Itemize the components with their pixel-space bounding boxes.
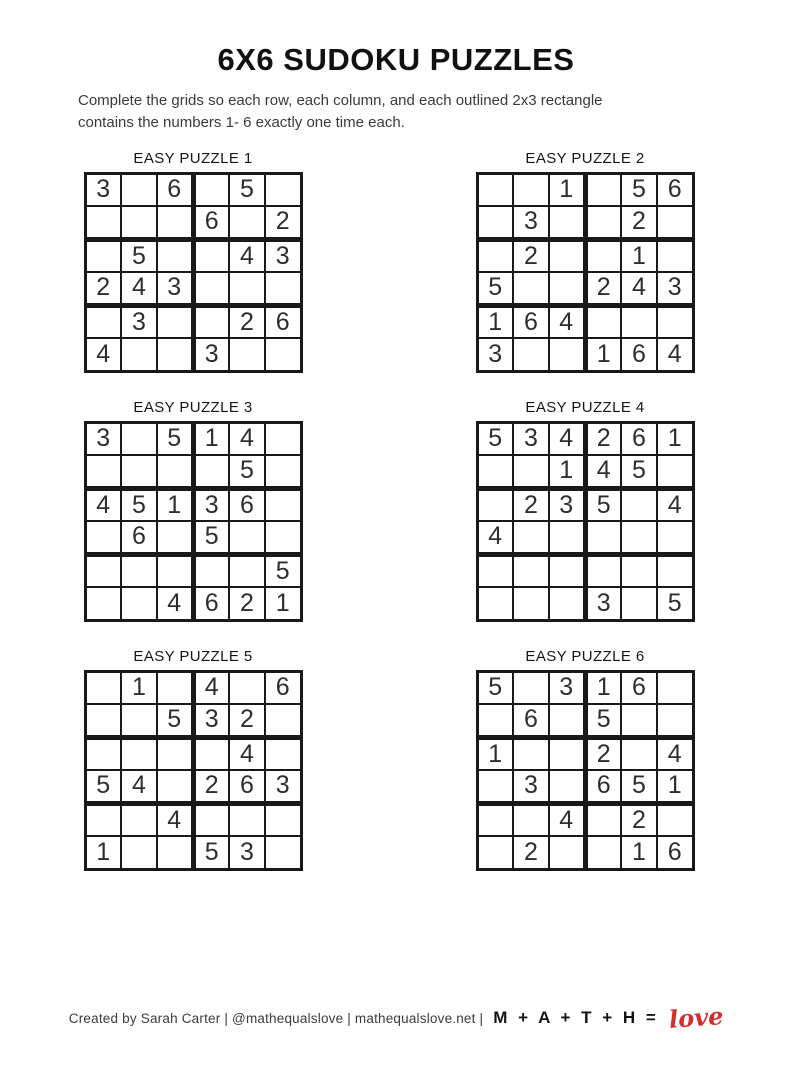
sudoku-cell-empty	[85, 239, 121, 272]
sudoku-cell-given: 4	[85, 338, 121, 371]
sudoku-cell-empty	[265, 455, 301, 488]
puzzles-grid	[78, 150, 792, 871]
sudoku-cell-empty	[229, 521, 265, 554]
sudoku-cell-given: 4	[621, 272, 657, 305]
sudoku-cell-given: 5	[85, 770, 121, 803]
sudoku-cell-given: 3	[157, 272, 193, 305]
grid-row	[477, 338, 693, 371]
sudoku-cell-given: 5	[157, 704, 193, 737]
sudoku-cell-empty	[585, 554, 621, 587]
sudoku-cell-empty	[121, 455, 157, 488]
sudoku-cell-empty	[157, 737, 193, 770]
sudoku-cell-given: 3	[477, 338, 513, 371]
puzzle-block	[470, 399, 700, 622]
sudoku-cell-empty	[121, 206, 157, 239]
sudoku-cell-empty	[85, 554, 121, 587]
grid-row	[85, 239, 301, 272]
sudoku-cell-empty	[85, 305, 121, 338]
grid-row	[477, 554, 693, 587]
grid-row	[85, 455, 301, 488]
sudoku-cell-empty	[85, 206, 121, 239]
grid-row	[85, 305, 301, 338]
sudoku-cell-given: 5	[121, 239, 157, 272]
sudoku-cell-empty	[513, 803, 549, 836]
sudoku-cell-empty	[193, 803, 229, 836]
sudoku-cell-empty	[193, 305, 229, 338]
sudoku-cell-empty	[549, 770, 585, 803]
sudoku-cell-empty	[621, 488, 657, 521]
sudoku-cell-empty	[157, 521, 193, 554]
sudoku-cell-empty	[621, 737, 657, 770]
sudoku-cell-empty	[193, 737, 229, 770]
sudoku-cell-given: 6	[657, 836, 693, 869]
sudoku-cell-given: 4	[657, 488, 693, 521]
sudoku-cell-empty	[585, 206, 621, 239]
sudoku-cell-given: 2	[513, 488, 549, 521]
sudoku-cell-given: 2	[513, 836, 549, 869]
sudoku-cell-empty	[229, 206, 265, 239]
sudoku-cell-given: 5	[621, 173, 657, 206]
sudoku-cell-empty	[121, 737, 157, 770]
sudoku-cell-given: 6	[513, 305, 549, 338]
sudoku-cell-given: 3	[193, 704, 229, 737]
sudoku-cell-empty	[157, 206, 193, 239]
sudoku-grid-4	[476, 421, 695, 622]
sudoku-cell-given: 4	[585, 455, 621, 488]
sudoku-cell-given: 3	[193, 338, 229, 371]
puzzle-title-4: EASY PUZZLE 4	[525, 398, 645, 416]
sudoku-cell-given: 5	[477, 422, 513, 455]
grid-row	[85, 737, 301, 770]
grid-row	[85, 704, 301, 737]
sudoku-cell-given: 3	[85, 422, 121, 455]
sudoku-cell-given: 6	[621, 671, 657, 704]
footer	[0, 1001, 792, 1034]
sudoku-cell-empty	[477, 488, 513, 521]
sudoku-cell-empty	[513, 521, 549, 554]
sudoku-cell-given: 6	[229, 488, 265, 521]
sudoku-cell-given: 2	[193, 770, 229, 803]
sudoku-cell-empty	[477, 770, 513, 803]
grid-row	[477, 173, 693, 206]
sudoku-cell-given: 1	[585, 338, 621, 371]
instructions	[78, 90, 710, 134]
sudoku-cell-empty	[513, 272, 549, 305]
sudoku-cell-empty	[265, 836, 301, 869]
footer-math-formula: M + A + T + H =	[493, 1008, 659, 1027]
sudoku-cell-given: 6	[229, 770, 265, 803]
sudoku-cell-empty	[157, 836, 193, 869]
sudoku-cell-given: 6	[513, 704, 549, 737]
sudoku-cell-given: 1	[657, 770, 693, 803]
sudoku-cell-given: 2	[229, 305, 265, 338]
page-title: 6X6 SUDOKU PUZZLES	[217, 42, 575, 77]
sudoku-cell-given: 5	[621, 455, 657, 488]
sudoku-cell-empty	[85, 521, 121, 554]
sudoku-cell-empty	[265, 173, 301, 206]
sudoku-cell-given: 2	[265, 206, 301, 239]
sudoku-cell-empty	[157, 554, 193, 587]
sudoku-cell-given: 5	[157, 422, 193, 455]
sudoku-cell-given: 4	[477, 521, 513, 554]
sudoku-cell-empty	[265, 521, 301, 554]
sudoku-cell-empty	[549, 554, 585, 587]
grid-row	[85, 173, 301, 206]
instructions-line-1: Complete the grids so each row, each column, and each outlined 2x3 rectangle	[78, 92, 603, 109]
sudoku-cell-empty	[85, 737, 121, 770]
sudoku-cell-empty	[265, 737, 301, 770]
sudoku-cell-empty	[585, 239, 621, 272]
sudoku-cell-given: 2	[585, 737, 621, 770]
puzzle-title-2: EASY PUZZLE 2	[525, 149, 645, 167]
sudoku-cell-empty	[157, 770, 193, 803]
sudoku-cell-empty	[621, 305, 657, 338]
sudoku-cell-empty	[229, 554, 265, 587]
sudoku-cell-given: 4	[85, 488, 121, 521]
sudoku-cell-empty	[157, 338, 193, 371]
sudoku-cell-empty	[85, 455, 121, 488]
puzzle-title-6: EASY PUZZLE 6	[525, 647, 645, 665]
sudoku-cell-empty	[121, 422, 157, 455]
sudoku-cell-given: 5	[229, 455, 265, 488]
sudoku-cell-empty	[549, 272, 585, 305]
grid-row	[477, 803, 693, 836]
sudoku-cell-empty	[229, 338, 265, 371]
sudoku-cell-given: 1	[477, 737, 513, 770]
sudoku-cell-given: 6	[621, 422, 657, 455]
sudoku-cell-empty	[265, 422, 301, 455]
sudoku-cell-empty	[477, 587, 513, 620]
grid-row	[85, 521, 301, 554]
puzzle-title-5: EASY PUZZLE 5	[133, 647, 253, 665]
sudoku-cell-given: 5	[585, 704, 621, 737]
sudoku-cell-given: 1	[85, 836, 121, 869]
grid-row	[85, 338, 301, 371]
sudoku-cell-given: 5	[193, 836, 229, 869]
sudoku-cell-given: 1	[585, 671, 621, 704]
sudoku-cell-given: 3	[585, 587, 621, 620]
sudoku-cell-empty	[549, 836, 585, 869]
sudoku-cell-empty	[265, 488, 301, 521]
sudoku-cell-empty	[585, 521, 621, 554]
sudoku-cell-empty	[513, 173, 549, 206]
sudoku-cell-given: 2	[229, 704, 265, 737]
grid-row	[477, 305, 693, 338]
sudoku-cell-given: 6	[621, 338, 657, 371]
sudoku-cell-given: 5	[585, 488, 621, 521]
sudoku-cell-empty	[121, 173, 157, 206]
sudoku-cell-given: 1	[549, 455, 585, 488]
grid-row	[85, 422, 301, 455]
sudoku-cell-given: 6	[657, 173, 693, 206]
sudoku-cell-empty	[513, 455, 549, 488]
sudoku-cell-empty	[549, 587, 585, 620]
sudoku-cell-given: 6	[265, 671, 301, 704]
sudoku-cell-empty	[85, 671, 121, 704]
sudoku-cell-empty	[657, 206, 693, 239]
sudoku-cell-given: 2	[621, 803, 657, 836]
grid-row	[477, 488, 693, 521]
sudoku-cell-empty	[193, 173, 229, 206]
sudoku-cell-empty	[657, 455, 693, 488]
sudoku-cell-given: 3	[549, 488, 585, 521]
grid-row	[85, 554, 301, 587]
sudoku-cell-empty	[477, 173, 513, 206]
sudoku-cell-given: 3	[121, 305, 157, 338]
sudoku-cell-empty	[229, 272, 265, 305]
sudoku-cell-empty	[265, 338, 301, 371]
sudoku-cell-given: 3	[265, 770, 301, 803]
sudoku-cell-given: 4	[157, 803, 193, 836]
sudoku-cell-empty	[193, 239, 229, 272]
grid-row	[477, 737, 693, 770]
sudoku-cell-empty	[657, 554, 693, 587]
sudoku-cell-given: 3	[513, 206, 549, 239]
sudoku-cell-empty	[265, 704, 301, 737]
sudoku-cell-empty	[229, 671, 265, 704]
sudoku-cell-given: 6	[157, 173, 193, 206]
puzzle-block	[78, 399, 308, 622]
footer-credit: Created by Sarah Carter | @mathequalslove | mathequalslove.net |	[68, 1010, 484, 1026]
sudoku-cell-empty	[229, 803, 265, 836]
sudoku-cell-given: 6	[121, 521, 157, 554]
grid-row	[85, 770, 301, 803]
sudoku-cell-given: 2	[513, 239, 549, 272]
sudoku-cell-empty	[121, 587, 157, 620]
sudoku-cell-given: 4	[549, 803, 585, 836]
sudoku-cell-empty	[513, 587, 549, 620]
sudoku-cell-given: 3	[513, 770, 549, 803]
sudoku-cell-empty	[157, 455, 193, 488]
sudoku-cell-empty	[621, 521, 657, 554]
sudoku-cell-given: 5	[657, 587, 693, 620]
puzzle-title-3: EASY PUZZLE 3	[133, 398, 253, 416]
sudoku-cell-given: 3	[549, 671, 585, 704]
sudoku-cell-empty	[157, 239, 193, 272]
sudoku-cell-empty	[513, 737, 549, 770]
sudoku-cell-given: 4	[657, 338, 693, 371]
grid-row	[85, 272, 301, 305]
sudoku-cell-empty	[513, 338, 549, 371]
grid-row	[477, 587, 693, 620]
instructions-line-2: contains the numbers 1- 6 exactly one time each.	[78, 113, 405, 131]
sudoku-cell-empty	[657, 305, 693, 338]
sudoku-cell-given: 5	[477, 671, 513, 704]
sudoku-cell-empty	[477, 704, 513, 737]
grid-row	[85, 206, 301, 239]
sudoku-cell-empty	[477, 455, 513, 488]
sudoku-grid-1	[84, 172, 303, 373]
sudoku-cell-given: 4	[549, 305, 585, 338]
sudoku-cell-given: 1	[549, 173, 585, 206]
sudoku-cell-empty	[657, 704, 693, 737]
sudoku-cell-empty	[549, 704, 585, 737]
sudoku-cell-empty	[585, 173, 621, 206]
sudoku-cell-given: 4	[157, 587, 193, 620]
sudoku-cell-given: 1	[265, 587, 301, 620]
grid-row	[85, 488, 301, 521]
sudoku-cell-empty	[585, 803, 621, 836]
sudoku-cell-given: 3	[229, 836, 265, 869]
sudoku-cell-given: 3	[193, 488, 229, 521]
grid-row	[477, 671, 693, 704]
sudoku-cell-given: 3	[657, 272, 693, 305]
sudoku-cell-empty	[621, 704, 657, 737]
puzzle-title-1: EASY PUZZLE 1	[133, 149, 253, 167]
sudoku-cell-given: 6	[193, 206, 229, 239]
sudoku-cell-empty	[121, 554, 157, 587]
grid-row	[477, 770, 693, 803]
sudoku-grid-5	[84, 670, 303, 871]
sudoku-cell-empty	[477, 836, 513, 869]
sudoku-cell-given: 1	[621, 836, 657, 869]
sudoku-cell-given: 5	[229, 173, 265, 206]
sudoku-cell-empty	[621, 587, 657, 620]
sudoku-cell-empty	[85, 803, 121, 836]
sudoku-cell-empty	[121, 803, 157, 836]
puzzle-block	[470, 648, 700, 871]
sudoku-cell-given: 3	[513, 422, 549, 455]
sudoku-cell-given: 5	[477, 272, 513, 305]
sudoku-cell-given: 2	[621, 206, 657, 239]
sudoku-cell-empty	[549, 338, 585, 371]
sudoku-cell-empty	[477, 239, 513, 272]
sudoku-cell-empty	[513, 554, 549, 587]
sudoku-cell-empty	[85, 704, 121, 737]
grid-row	[477, 206, 693, 239]
sudoku-cell-empty	[585, 305, 621, 338]
sudoku-cell-empty	[121, 338, 157, 371]
sudoku-cell-given: 1	[193, 422, 229, 455]
sudoku-cell-empty	[157, 305, 193, 338]
sudoku-cell-given: 4	[229, 422, 265, 455]
sudoku-cell-empty	[657, 239, 693, 272]
sudoku-cell-empty	[549, 737, 585, 770]
sudoku-cell-empty	[193, 554, 229, 587]
sudoku-cell-given: 2	[585, 272, 621, 305]
sudoku-cell-given: 1	[157, 488, 193, 521]
sudoku-grid-2	[476, 172, 695, 373]
sudoku-cell-given: 4	[121, 770, 157, 803]
sudoku-cell-empty	[477, 554, 513, 587]
sudoku-cell-given: 2	[585, 422, 621, 455]
sudoku-cell-given: 5	[121, 488, 157, 521]
sudoku-cell-empty	[121, 704, 157, 737]
puzzle-block	[78, 648, 308, 871]
sudoku-cell-given: 2	[85, 272, 121, 305]
sudoku-cell-given: 4	[657, 737, 693, 770]
sudoku-cell-given: 6	[193, 587, 229, 620]
sudoku-cell-empty	[157, 671, 193, 704]
sudoku-cell-given: 2	[229, 587, 265, 620]
sudoku-cell-given: 4	[229, 737, 265, 770]
sudoku-cell-given: 1	[657, 422, 693, 455]
sudoku-cell-empty	[477, 803, 513, 836]
worksheet-page	[0, 42, 792, 1066]
sudoku-cell-empty	[265, 272, 301, 305]
sudoku-cell-empty	[549, 239, 585, 272]
love-logo: love	[667, 1001, 725, 1034]
sudoku-cell-empty	[585, 836, 621, 869]
sudoku-grid-6	[476, 670, 695, 871]
sudoku-cell-given: 3	[265, 239, 301, 272]
grid-row	[477, 455, 693, 488]
grid-row	[477, 272, 693, 305]
sudoku-cell-empty	[549, 206, 585, 239]
grid-row	[85, 836, 301, 869]
sudoku-grid-3	[84, 421, 303, 622]
sudoku-cell-empty	[85, 587, 121, 620]
puzzle-block	[78, 150, 308, 373]
sudoku-cell-empty	[621, 554, 657, 587]
sudoku-cell-empty	[265, 803, 301, 836]
sudoku-cell-given: 1	[477, 305, 513, 338]
grid-row	[85, 671, 301, 704]
sudoku-cell-empty	[477, 206, 513, 239]
sudoku-cell-given: 3	[85, 173, 121, 206]
sudoku-cell-given: 5	[193, 521, 229, 554]
sudoku-cell-empty	[513, 671, 549, 704]
sudoku-cell-given: 4	[229, 239, 265, 272]
sudoku-cell-given: 5	[265, 554, 301, 587]
sudoku-cell-given: 6	[585, 770, 621, 803]
sudoku-cell-empty	[657, 803, 693, 836]
sudoku-cell-empty	[193, 272, 229, 305]
grid-row	[477, 239, 693, 272]
sudoku-cell-given: 6	[265, 305, 301, 338]
sudoku-cell-empty	[121, 836, 157, 869]
sudoku-cell-given: 4	[549, 422, 585, 455]
sudoku-cell-empty	[549, 521, 585, 554]
sudoku-cell-given: 5	[621, 770, 657, 803]
sudoku-cell-given: 4	[193, 671, 229, 704]
sudoku-cell-given: 4	[121, 272, 157, 305]
grid-row	[477, 521, 693, 554]
sudoku-cell-given: 1	[621, 239, 657, 272]
puzzle-block	[470, 150, 700, 373]
grid-row	[85, 587, 301, 620]
grid-row	[477, 704, 693, 737]
grid-row	[477, 836, 693, 869]
sudoku-cell-empty	[657, 671, 693, 704]
grid-row	[85, 803, 301, 836]
grid-row	[477, 422, 693, 455]
sudoku-cell-given: 1	[121, 671, 157, 704]
sudoku-cell-empty	[193, 455, 229, 488]
sudoku-cell-empty	[657, 521, 693, 554]
